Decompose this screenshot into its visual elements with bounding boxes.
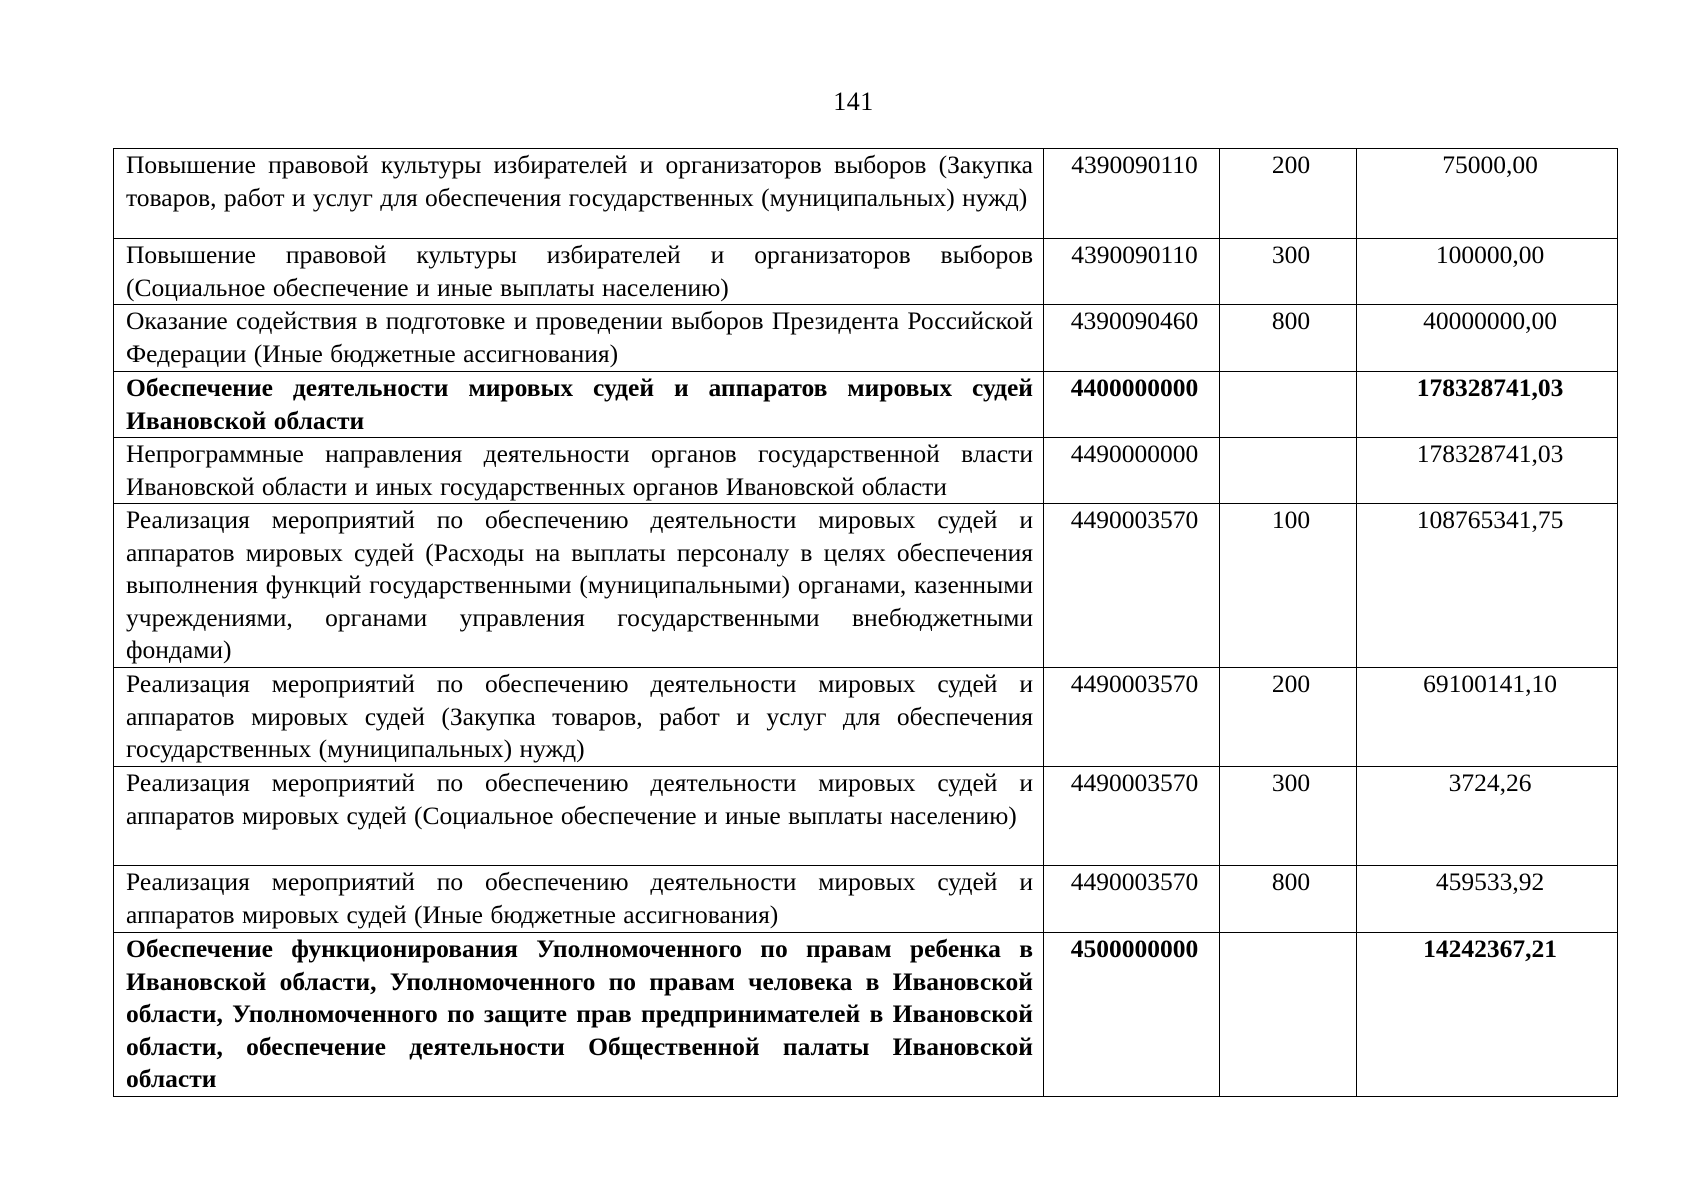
row-description: Реализация мероприятий по обеспечению деятельности мировых судей и аппаратов мировых судей (Расходы на выплаты персоналу в целях обеспечения выполнения функций государственными (муниципальными) органами, казенными учреждениями, органами управления государственными внебюджетными фондами)	[114, 504, 1044, 668]
row-target-code: 4490003570	[1044, 866, 1220, 933]
row-description: Реализация мероприятий по обеспечению деятельности мировых судей и аппаратов мировых судей (Иные бюджетные ассигнования)	[114, 866, 1044, 933]
row-description: Оказание содействия в подготовке и проведении выборов Президента Российской Федерации (Иные бюджетные ассигнования)	[114, 305, 1044, 372]
row-expense-type: 100	[1220, 504, 1357, 668]
row-expense-type	[1220, 372, 1357, 438]
row-expense-type	[1220, 933, 1357, 1097]
table-row	[114, 866, 1618, 933]
row-description: Непрограммные направления деятельности органов государственной власти Ивановской области и иных государственных органов Ивановской области	[114, 438, 1044, 504]
row-expense-type: 200	[1220, 668, 1357, 767]
row-target-code: 4490000000	[1044, 438, 1220, 504]
row-amount: 100000,00	[1357, 239, 1618, 305]
row-target-code: 4390090110	[1044, 149, 1220, 239]
table-row	[114, 504, 1618, 668]
row-expense-type: 800	[1220, 866, 1357, 933]
row-target-code: 4490003570	[1044, 668, 1220, 767]
row-description: Реализация мероприятий по обеспечению деятельности мировых судей и аппаратов мировых судей (Социальное обеспечение и иные выплаты населению)	[114, 767, 1044, 866]
table-row	[114, 438, 1618, 504]
table-row	[114, 305, 1618, 372]
row-target-code: 4390090110	[1044, 239, 1220, 305]
row-expense-type: 800	[1220, 305, 1357, 372]
row-amount: 178328741,03	[1357, 438, 1618, 504]
row-amount: 178328741,03	[1357, 372, 1618, 438]
row-amount: 459533,92	[1357, 866, 1618, 933]
row-expense-type	[1220, 438, 1357, 504]
row-amount: 69100141,10	[1357, 668, 1618, 767]
budget-table-body	[114, 149, 1618, 1097]
budget-table	[113, 148, 1618, 1097]
row-amount: 14242367,21	[1357, 933, 1618, 1097]
table-row	[114, 149, 1618, 239]
row-target-code: 4400000000	[1044, 372, 1220, 438]
row-amount: 75000,00	[1357, 149, 1618, 239]
table-row	[114, 668, 1618, 767]
row-description: Реализация мероприятий по обеспечению деятельности мировых судей и аппаратов мировых судей (Закупка товаров, работ и услуг для обеспечения государственных (муниципальных) нужд)	[114, 668, 1044, 767]
row-target-code: 4500000000	[1044, 933, 1220, 1097]
row-description: Повышение правовой культуры избирателей и организаторов выборов (Закупка товаров, работ и услуг для обеспечения государственных (муниципальных) нужд)	[114, 149, 1044, 239]
row-target-code: 4490003570	[1044, 767, 1220, 866]
row-description: Обеспечение деятельности мировых судей и аппаратов мировых судей Ивановской области	[114, 372, 1044, 438]
row-amount: 3724,26	[1357, 767, 1618, 866]
page-number: 141	[833, 87, 874, 116]
row-target-code: 4390090460	[1044, 305, 1220, 372]
row-target-code: 4490003570	[1044, 504, 1220, 668]
table-row	[114, 933, 1618, 1097]
row-amount: 40000000,00	[1357, 305, 1618, 372]
row-amount: 108765341,75	[1357, 504, 1618, 668]
table-row	[114, 372, 1618, 438]
table-row	[114, 767, 1618, 866]
row-description: Обеспечение функционирования Уполномоченного по правам ребенка в Ивановской области, Уполномоченного по правам человека в Ивановской области, Уполномоченного по защите прав предпринимателей в Ивановской области, обеспечение деятельности Общественной палаты Ивановской области	[114, 933, 1044, 1097]
row-expense-type: 300	[1220, 239, 1357, 305]
row-expense-type: 300	[1220, 767, 1357, 866]
row-description: Повышение правовой культуры избирателей и организаторов выборов (Социальное обеспечение и иные выплаты населению)	[114, 239, 1044, 305]
table-row	[114, 239, 1618, 305]
row-expense-type: 200	[1220, 149, 1357, 239]
